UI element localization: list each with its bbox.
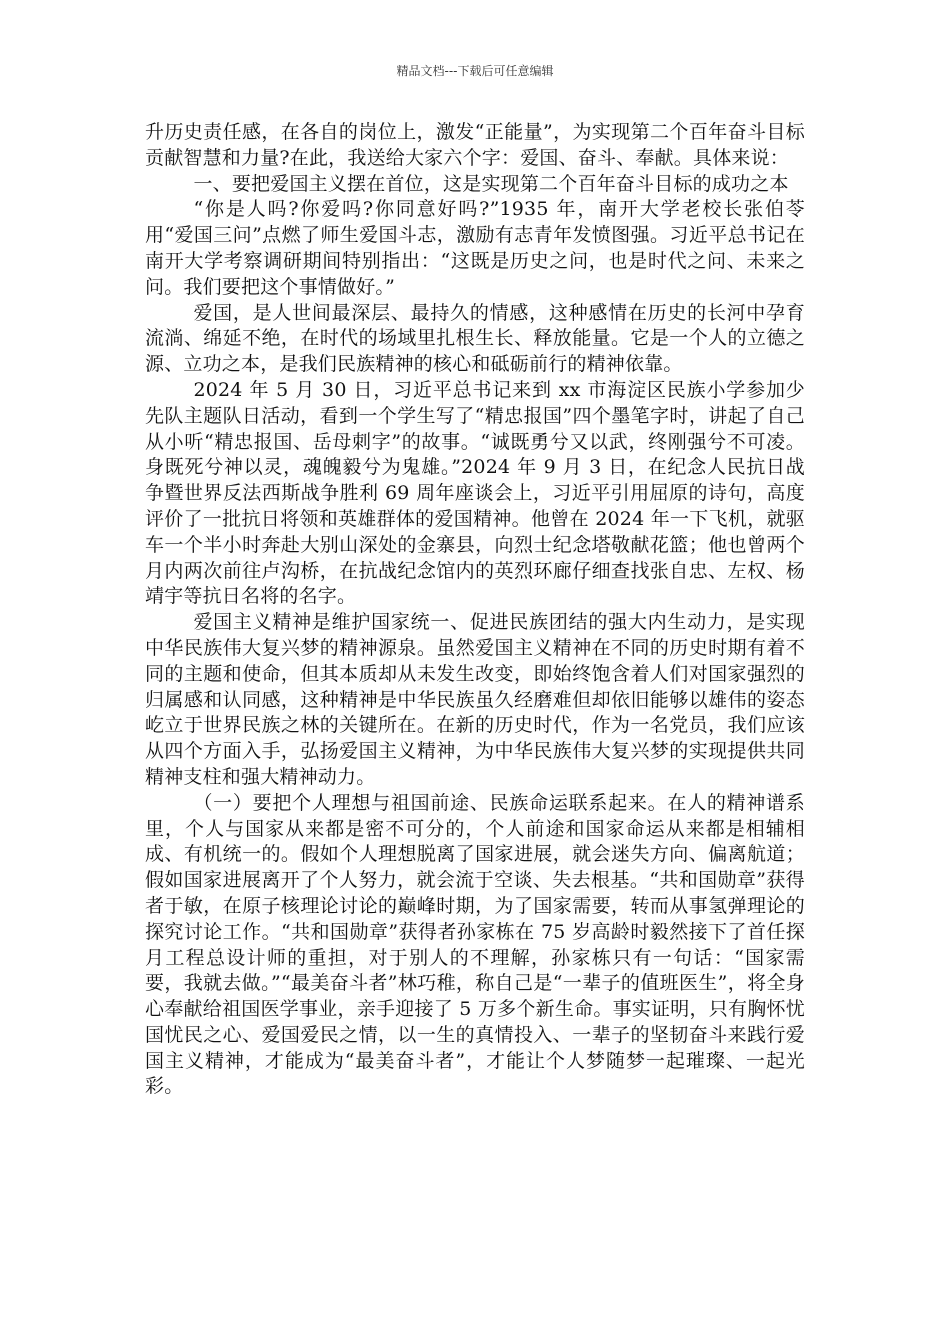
paragraph: “你是人吗?你爱吗?你同意好吗?”1935 年，南开大学老校长张伯苓用“爱国三问”点燃了师生爱国斗志，激励有志青年发愤图强。习近平总书记在南开大学考察调研期间特别指出：“这既是历史之问，也是时代之问、未来之问。我们要把这个事情做好。”	[145, 198, 805, 298]
section-heading: 一、要把爱国主义摆在首位，这是实现第二个百年奋斗目标的成功之本	[193, 172, 789, 195]
paragraph: 爱国，是人世间最深层、最持久的情感，这种感情在历史的长河中孕育流淌、绵延不绝，在时代的场域里扎根生长、释放能量。它是一个人的立德之源、立功之本，是我们民族精神的核心和砥砺前行的精神依靠。	[145, 301, 805, 376]
document-body	[145, 120, 805, 1100]
paragraph: （一）要把个人理想与祖国前途、民族命运联系起来。在人的精神谱系里，个人与国家从来都是密不可分的，个人前途和国家命运从来都是相辅相成、有机统一的。假如个人理想脱离了国家进展，就会迷失方向、偏离航道；假如国家进展离开了个人努力，就会流于空谈、失去根基。“共和国勋章”获得者于敏，在原子核理论讨论的巅峰时期，为了国家需要，转而从事氢弹理论的探究讨论工作。“共和国勋章”获得者孙家栋在 75 岁高龄时毅然接下了首任探月工程总设计师的重担，对于别人的不理解，孙家栋只有一句话：“国家需要，我就去做。”“最美奋斗者”林巧稚，称自己是“一辈子的值班医生”，将全身心奉献给祖国医学事业，亲手迎接了 5 万多个新生命。事实证明，只有胸怀忧国忧民之心、爱国爱民之情，以一生的真情投入、一辈子的坚韧奋斗来践行爱国主义精神，才能成为“最美奋斗者”，才能让个人梦随梦一起璀璨、一起光彩。	[145, 791, 805, 1098]
paragraph: 2024 年 5 月 30 日，习近平总书记来到 xx 市海淀区民族小学参加少先队主题队日活动，看到一个学生写了“精忠报国”四个墨笔字时，讲起了自己从小听“精忠报国、岳母刺字”的故事。“诚既勇兮又以武，终刚强兮不可凌。身既死兮神以灵，魂魄毅兮为鬼雄。”2024 年 9 月 3 日，在纪念人民抗日战争暨世界反法西斯战争胜利 69 周年座谈会上，习近平引用屈原的诗句，高度评价了一批抗日将领和英雄群体的爱国精神。他曾在 2024 年一下飞机，就驱车一个半小时奔赴大别山深处的金寨县，向烈士纪念塔敬献花篮；他也曾两个月内两次前往卢沟桥，在抗战纪念馆内的英烈环廊仔细查找张自忠、左权、杨靖宇等抗日名将的名字。	[145, 378, 805, 608]
page-header: 精品文档---下载后可任意编辑	[396, 64, 554, 78]
paragraph: 爱国主义精神是维护国家统一、促进民族团结的强大内生动力，是实现中华民族伟大复兴梦的精神源泉。虽然爱国主义精神在不同的历史时期有着不同的主题和使命，但其本质却从未发生改变，即始终饱含着人们对国家强烈的归属感和认同感，这种精神是中华民族虽久经磨难但却依旧能够以雄伟的姿态屹立于世界民族之林的关键所在。在新的历史时代，作为一名党员，我们应该从四个方面入手，弘扬爱国主义精神，为中华民族伟大复兴梦的实现提供共同精神支柱和强大精神动力。	[145, 611, 805, 788]
paragraph: 升历史责任感，在各自的岗位上，激发“正能量”，为实现第二个百年奋斗目标贡献智慧和力量?在此，我送给大家六个字：爱国、奋斗、奉献。具体来说：	[145, 121, 805, 169]
